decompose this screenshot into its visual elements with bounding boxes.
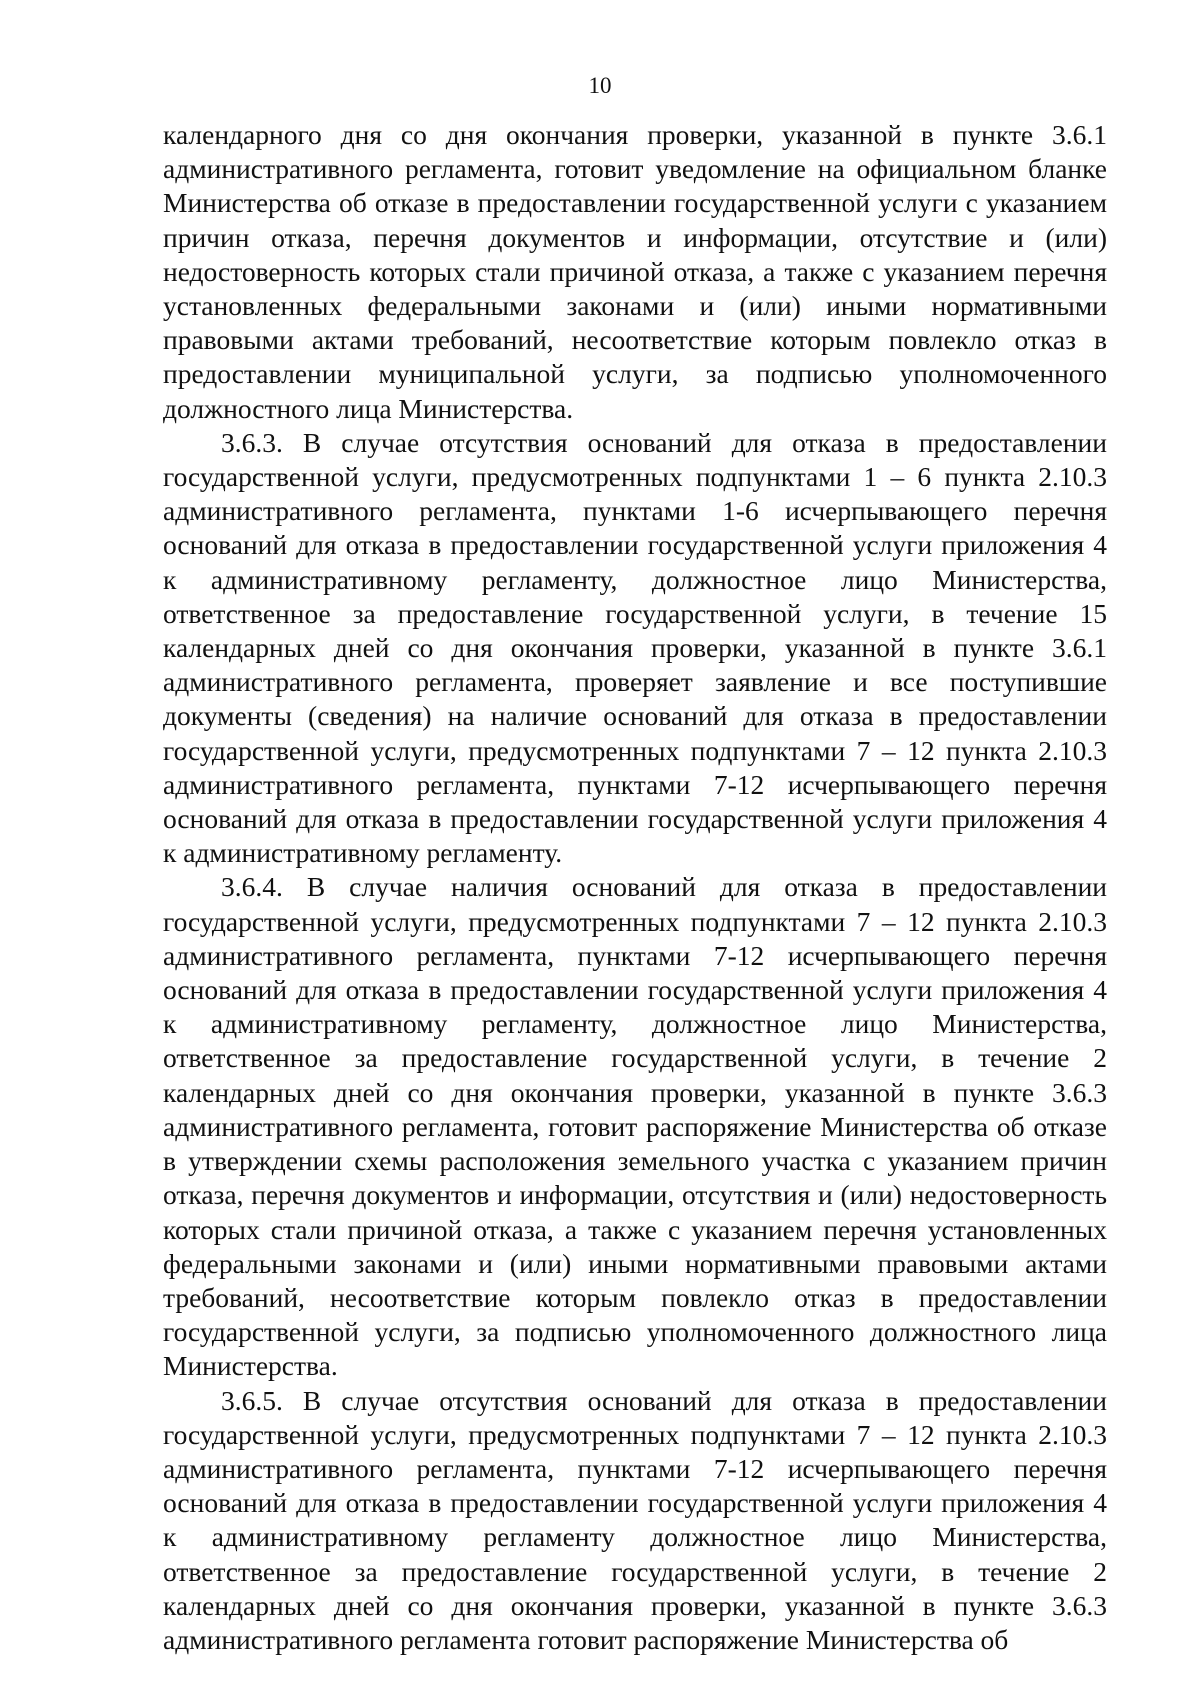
paragraph-continuation: календарного дня со дня окончания проверки, указанной в пункте 3.6.1 административного регламента, готовит уведомление на официальном бланке Министерства об отказе в предоставлении государственной услуги с указанием причин отказа, перечня документов и информации, отсутствие и (или) недостоверность которых стали причиной отказа, а также с указанием перечня установленных федеральными законами и (или) иными нормативными правовыми актами требований, несоответствие которым повлекло отказ в предоставлении муниципальной услуги, за подписью уполномоченного должностного лица Министерства. xyxy=(163,119,1107,424)
paragraph-3-6-3: 3.6.3. В случае отсутствия оснований для отказа в предоставлении государственной услуги, предусмотренных подпунктами 1 – 6 пункта 2.10.3 административного регламента, пунктами 1-6 исчерпывающего перечня оснований для отказа в предоставлении государственной услуги приложения 4 к административному регламенту, должностное лицо Министерства, ответственное за предоставление государственной услуги, в течение 15 календарных дней со дня окончания проверки, указанной в пункте 3.6.1 административного регламента, проверяет заявление и все поступившие документы (сведения) на наличие оснований для отказа в предоставлении государственной услуги, предусмотренных подпунктами 7 – 12 пункта 2.10.3 административного регламента, пунктами 7-12 исчерпывающего перечня оснований для отказа в предоставлении государственной услуги приложения 4 к административному регламенту. xyxy=(163,426,1107,869)
paragraph-3-6-4: 3.6.4. В случае наличия оснований для отказа в предоставлении государственной услуги, предусмотренных подпунктами 7 – 12 пункта 2.10.3 административного регламента, пунктами 7-12 исчерпывающего перечня оснований для отказа в предоставлении государственной услуги приложения 4 к административному регламенту, должностное лицо Министерства, ответственное за предоставление государственной услуги, в течение 2 календарных дней со дня окончания проверки, указанной в пункте 3.6.3 административного регламента, готовит распоряжение Министерства об отказе в утверждении схемы расположения земельного участка с указанием причин отказа, перечня документов и информации, отсутствия и (или) недостоверность которых стали причиной отказа, а также с указанием перечня установленных федеральными законами и (или) иными нормативными правовыми актами требований, несоответствие которым повлекло отказ в предоставлении государственной услуги, за подписью уполномоченного должностного лица Министерства. xyxy=(163,871,1107,1382)
document-body xyxy=(163,118,1107,1657)
page-number: 10 xyxy=(588,73,612,98)
paragraph-3-6-5: 3.6.5. В случае отсутствия оснований для отказа в предоставлении государственной услуги, предусмотренных подпунктами 7 – 12 пункта 2.10.3 административного регламента, пунктами 7-12 исчерпывающего перечня оснований для отказа в предоставлении государственной услуги приложения 4 к административному регламенту должностное лицо Министерства, ответственное за предоставление государственной услуги, в течение 2 календарных дней со дня окончания проверки, указанной в пункте 3.6.3 административного регламента готовит распоряжение Министерства об xyxy=(163,1384,1107,1655)
